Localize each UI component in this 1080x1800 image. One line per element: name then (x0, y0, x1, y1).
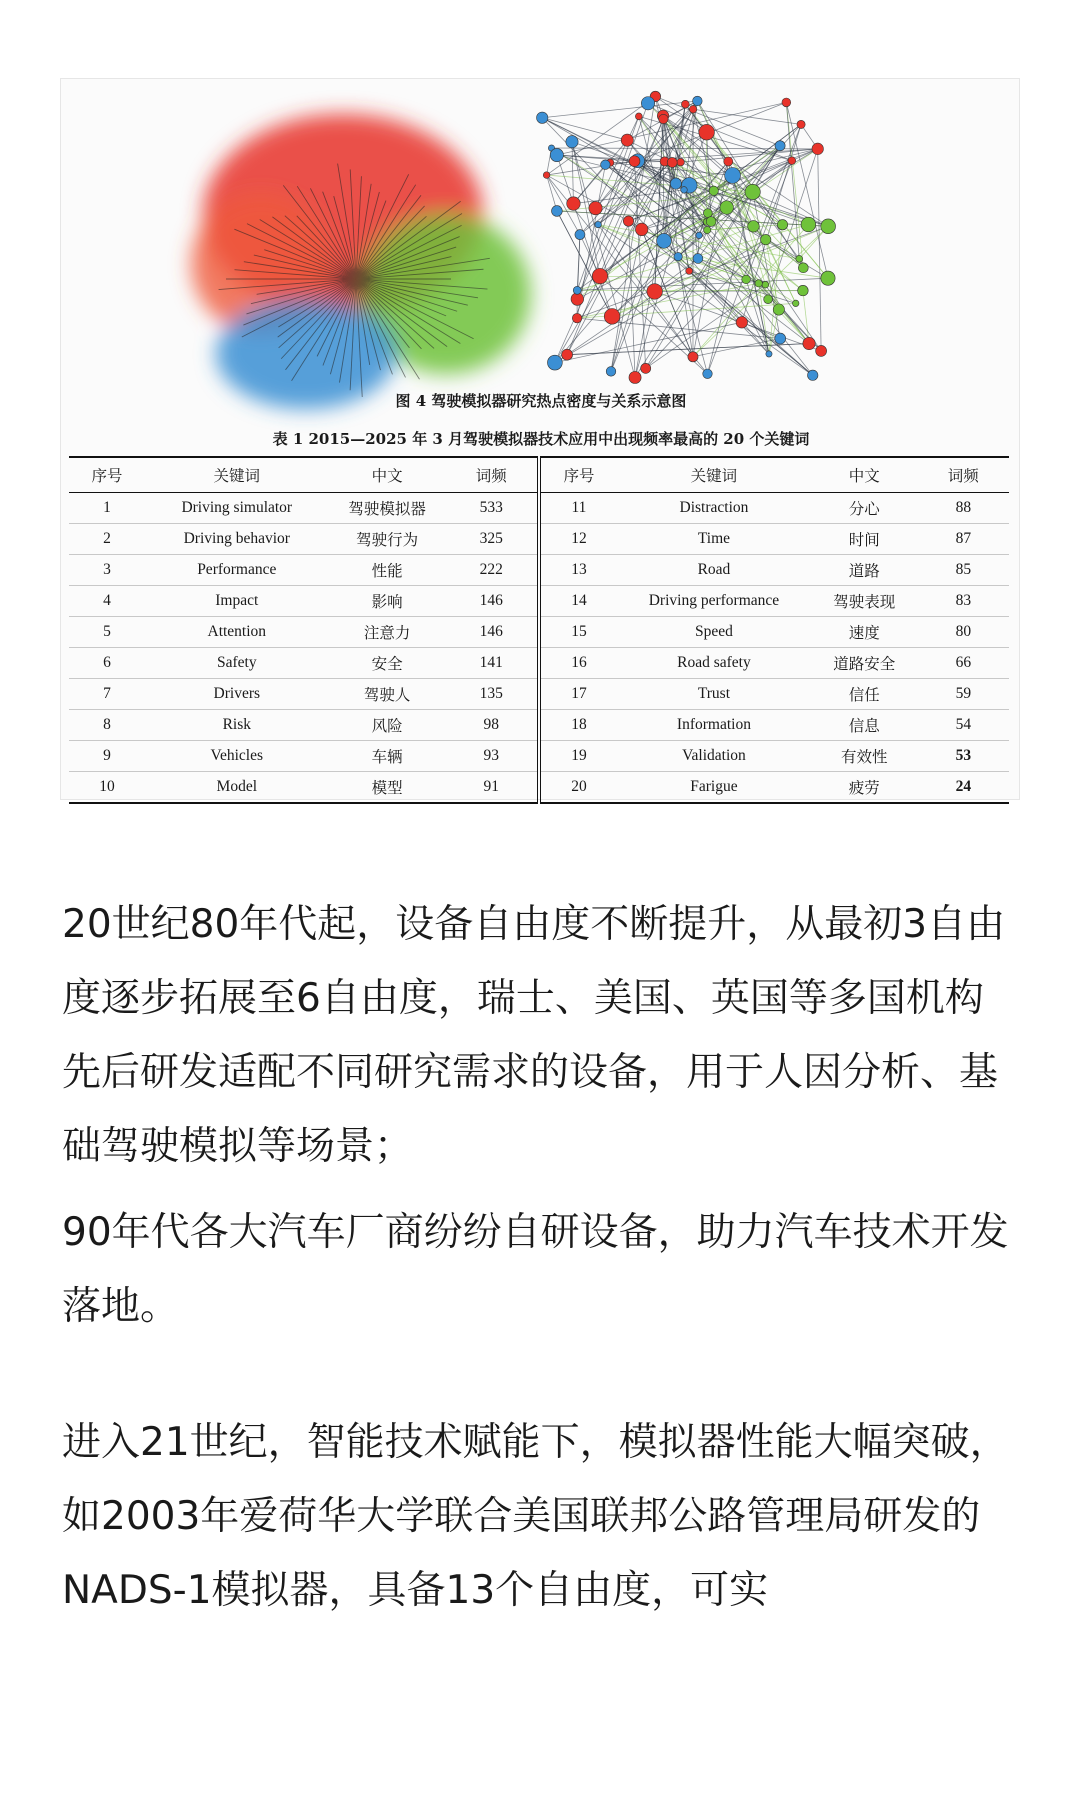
table-cell-zh: 注意力 (363, 625, 411, 642)
table-cell-keyword: Risk (222, 716, 251, 733)
table-cell-freq: 59 (955, 685, 972, 702)
network-node (801, 217, 816, 232)
table-caption: 表 1 2015—2025 年 3 月驾驶模拟器技术应用中出现频率最高的 20 个关键词 (272, 430, 810, 448)
network-node (748, 221, 760, 233)
network-node (797, 120, 805, 128)
network-node (575, 230, 585, 240)
table-cell-no: 18 (571, 716, 587, 733)
table-cell-zh: 风险 (371, 718, 403, 735)
table-cell-keyword: Road safety (677, 654, 751, 671)
network-node (821, 271, 835, 285)
network-node (803, 337, 815, 349)
network-edge (635, 185, 689, 377)
network-node (647, 284, 663, 300)
table-cell-no: 15 (571, 623, 587, 640)
table-cell-keyword: Farigue (690, 778, 738, 795)
table-cell-no: 5 (103, 623, 111, 640)
table-cell-no: 4 (103, 592, 111, 609)
article-paragraph-1: 20世纪80年代起，设备自由度不断提升，从最初3自由度逐步拓展至6自由度，瑞士、美国、英国等多国机构先后研发适配不同研究需求的设备，用于人因分析、基础驾驶模拟等场景； (62, 902, 1006, 1169)
network-node (635, 223, 648, 236)
table-cell-freq: 146 (446, 617, 539, 648)
article-paragraph-3: 进入21世纪，智能技术赋能下，模拟器性能大幅突破，如2003年爱荷华大学联合美国联邦公路管理局研发的NADS-1模拟器，具备13个自由度，可实 (62, 1420, 1009, 1613)
table-cell-keyword: Validation (682, 747, 746, 764)
table-cell-keyword: Road (697, 561, 731, 578)
network-node (693, 254, 703, 264)
network-node (703, 369, 713, 379)
network-node (629, 371, 641, 383)
table-cell-freq: 141 (446, 648, 539, 679)
network-node (755, 280, 762, 287)
network-edge (577, 278, 828, 290)
network-node (562, 349, 573, 360)
network-node (547, 355, 562, 370)
network-node (724, 157, 733, 166)
network-edge (786, 102, 828, 278)
table-cell-freq: 135 (446, 679, 539, 710)
header-cell: 中文 (848, 468, 880, 485)
table-cell-zh: 性能 (371, 563, 403, 580)
table-cell-zh: 驾驶人 (363, 687, 411, 704)
network-node (788, 157, 796, 165)
network-node (796, 255, 803, 262)
network-node (773, 304, 784, 315)
table-cell-keyword: Speed (694, 623, 733, 640)
table-header-row (69, 457, 1009, 493)
table-cell-keyword: Drivers (213, 685, 261, 702)
table-cell-zh: 驾驶表现 (833, 594, 896, 611)
network-node (621, 134, 633, 146)
table-cell-no: 19 (571, 747, 587, 764)
network-node (537, 112, 548, 123)
table-cell-no: 3 (103, 561, 111, 578)
network-node (573, 286, 581, 294)
table-cell-no: 2 (103, 530, 111, 547)
network-node (566, 136, 578, 148)
table-cell-freq: 325 (446, 524, 539, 555)
header-cell: 词频 (947, 468, 979, 485)
table-cell-keyword: Model (216, 778, 258, 795)
table-cell-zh: 道路 (848, 563, 880, 580)
network-node (808, 370, 818, 380)
network-node (659, 114, 668, 123)
network-node (703, 209, 712, 218)
table-cell-no: 9 (103, 747, 111, 764)
network-node (688, 352, 698, 362)
table-row (69, 741, 1009, 772)
table-cell-freq: 533 (446, 493, 539, 524)
table-cell-no: 11 (571, 499, 587, 516)
network-node (589, 201, 602, 214)
network-node (604, 308, 620, 324)
network-node (798, 285, 809, 296)
header-cell: 关键词 (690, 468, 738, 485)
table-cell-no: 6 (103, 654, 111, 671)
table-row (69, 586, 1009, 617)
network-node (595, 221, 601, 227)
table-cell-keyword: Distraction (679, 499, 749, 516)
network-node (601, 160, 611, 170)
figure-caption: 图 4 驾驶模拟器研究热点密度与关系示意图 (395, 392, 687, 410)
table-cell-freq: 146 (446, 586, 539, 617)
table-cell-freq: 91 (446, 772, 539, 804)
network-node (777, 220, 787, 230)
network-node (623, 216, 633, 226)
table-cell-freq: 222 (446, 555, 539, 586)
header-cell: 中文 (371, 468, 403, 485)
table-cell-freq: 85 (955, 561, 972, 578)
header-cell: 序号 (563, 468, 595, 485)
network-node (775, 333, 786, 344)
network-node (742, 275, 751, 284)
network-node (670, 178, 681, 189)
table-cell-no: 12 (571, 530, 587, 547)
table-cell-zh: 影响 (371, 594, 403, 611)
table-cell-keyword: Driving behavior (183, 530, 290, 547)
table-cell-zh: 道路安全 (833, 656, 896, 673)
network-node (709, 186, 718, 195)
network-node (641, 363, 651, 373)
table-cell-keyword: Time (697, 530, 731, 547)
article-body (62, 888, 1022, 1628)
table-cell-zh: 速度 (848, 625, 880, 642)
network-node (762, 281, 769, 288)
figure-illustrations (61, 79, 1021, 479)
table-cell-keyword: Impact (215, 592, 259, 609)
network-node (764, 295, 773, 304)
table-cell-no: 20 (571, 778, 587, 795)
network-edge (818, 149, 821, 351)
header-cell: 关键词 (213, 468, 261, 485)
network-node (674, 252, 682, 260)
table-cell-zh: 疲劳 (848, 780, 880, 797)
network-node (641, 97, 654, 110)
network-node (667, 157, 677, 167)
table-cell-no: 10 (99, 778, 115, 795)
table-cell-keyword: Trust (697, 685, 731, 702)
table-cell-zh: 信息 (848, 718, 880, 735)
table-cell-keyword: Driving performance (648, 592, 780, 609)
table-row (69, 524, 1009, 555)
network-node (592, 268, 607, 283)
figure-card (60, 78, 1020, 800)
network-edge (542, 118, 627, 140)
network-node (798, 263, 808, 273)
header-cell: 序号 (91, 468, 123, 485)
table-cell-freq: 53 (955, 747, 972, 764)
table-cell-freq: 83 (955, 592, 972, 609)
network-node (782, 98, 791, 107)
table-row (69, 679, 1009, 710)
table-cell-zh: 信任 (848, 687, 880, 704)
network-node (543, 172, 550, 179)
network-node (821, 219, 836, 234)
table-cell-freq: 93 (446, 741, 539, 772)
table-cell-no: 7 (103, 685, 111, 702)
hotspot-density-map (191, 114, 531, 409)
table-row (69, 710, 1009, 741)
network-node (686, 268, 693, 275)
table-cell-keyword: Performance (197, 561, 277, 578)
network-node (704, 226, 711, 233)
table-cell-freq: 66 (955, 654, 972, 671)
table-cell-zh: 驾驶行为 (356, 532, 419, 549)
network-node (736, 317, 747, 328)
network-node (681, 100, 689, 108)
keyword-relation-network (537, 91, 836, 383)
table-cell-zh: 模型 (371, 780, 403, 797)
network-node (606, 367, 616, 377)
network-node (812, 143, 824, 155)
table-cell-freq: 98 (446, 710, 539, 741)
network-node (745, 184, 760, 199)
table-cell-zh: 安全 (371, 656, 403, 673)
table-cell-no: 16 (571, 654, 587, 671)
table-cell-no: 17 (571, 685, 587, 702)
table-cell-keyword: Information (676, 716, 751, 733)
network-node (792, 300, 799, 307)
table-cell-zh: 有效性 (841, 749, 888, 766)
table-cell-keyword: Vehicles (210, 747, 264, 764)
table-cell-zh: 驾驶模拟器 (348, 501, 426, 518)
table-cell-zh: 时间 (848, 532, 880, 549)
table-row (69, 648, 1009, 679)
network-node (567, 197, 581, 211)
table-cell-no: 1 (103, 499, 111, 516)
network-node (571, 293, 584, 306)
network-node (572, 313, 582, 323)
network-node (629, 156, 640, 167)
network-node (635, 113, 642, 120)
table-cell-freq: 24 (955, 778, 972, 795)
network-edge (655, 258, 698, 291)
network-node (706, 217, 716, 227)
keyword-frequency-table (69, 456, 1009, 804)
network-node (766, 351, 772, 357)
network-node (699, 124, 715, 140)
table-cell-keyword: Driving simulator (181, 499, 293, 516)
table-cell-freq: 54 (955, 716, 972, 733)
network-node (720, 201, 734, 215)
table-cell-no: 8 (103, 716, 111, 733)
table-cell-no: 13 (571, 561, 587, 578)
network-node (775, 141, 785, 151)
table-row (69, 617, 1009, 648)
article-paragraph-2: 90年代各大汽车厂商纷纷自研设备，助力汽车技术开发落地。 (62, 1210, 1009, 1329)
table-cell-freq: 88 (955, 499, 972, 516)
network-edges (542, 96, 828, 377)
network-node (681, 187, 688, 194)
network-node (657, 233, 672, 248)
network-edge (567, 271, 689, 355)
network-node (689, 105, 697, 113)
network-node (693, 96, 703, 106)
network-node (696, 232, 703, 239)
header-cell: 词频 (446, 457, 539, 493)
network-node (761, 234, 771, 244)
table-cell-zh: 车辆 (371, 749, 403, 766)
table-cell-no: 14 (571, 592, 587, 609)
table-cell-zh: 分心 (848, 501, 880, 518)
table-cell-freq: 87 (955, 530, 972, 547)
network-node (816, 345, 827, 356)
table-row (69, 772, 1009, 804)
network-node (550, 148, 563, 161)
network-node (552, 206, 563, 217)
network-node (677, 158, 685, 166)
table-row (69, 555, 1009, 586)
table-cell-keyword: Attention (207, 623, 267, 640)
table-row (69, 493, 1009, 524)
table-cell-keyword: Safety (216, 654, 257, 671)
network-node (725, 168, 741, 184)
table-cell-freq: 80 (955, 623, 972, 640)
